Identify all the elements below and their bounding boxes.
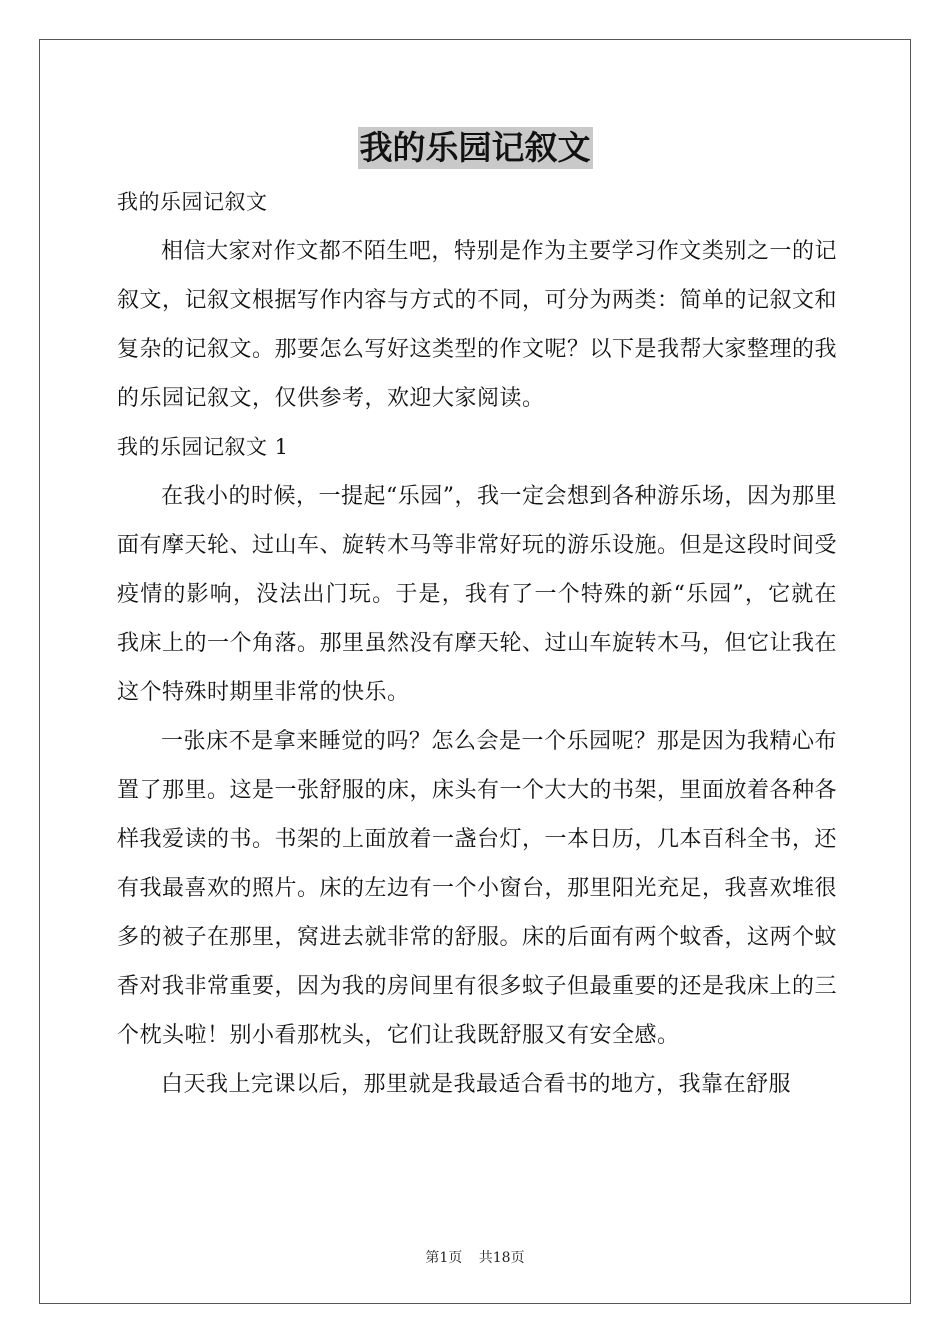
body-paragraph: 一张床不是拿来睡觉的吗？怎么会是一个乐园呢？那是因为我精心布置了那里。这是一张舒服的床，床头有一个大大的书架，里面放着各种各样我爱读的书。书架的上面放着一盏台灯，一本日历，几本百科全书，还有我最喜欢的照片。床的左边有一个小窗台，那里阳光充足，我喜欢堆很多的被子在那里，窝进去就非常的舒服。床的后面有两个蚊香，这两个蚊香对我非常重要，因为我的房间里有很多蚊子但最重要的还是我床上的三个枕头啦！别小看那枕头，它们让我既舒服又有安全感。 [117, 729, 838, 1048]
page-number-current: 第1页 [425, 1250, 463, 1266]
document-body [117, 178, 837, 1109]
subtitle-heading: 我的乐园记叙文 [117, 190, 268, 214]
intro-paragraph: 相信大家对作文都不陌生吧，特别是作为主要学习作文类别之一的记叙文，记叙文根据写作内容与方式的不同，可分为两类：简单的记叙文和复杂的记叙文。那要怎么写好这类型的作文呢？以下是我帮大家整理的我的乐园记叙文，仅供参考，欢迎大家阅读。 [117, 239, 838, 411]
body-paragraph: 在我小的时候，一提起“乐园”，我一定会想到各种游乐场，因为那里面有摩天轮、过山车、旋转木马等非常好玩的游乐设施。但是这段时间受疫情的影响，没法出门玩。于是，我有了一个特殊的新“乐园”，它就在我床上的一个角落。那里虽然没有摩天轮、过山车旋转木马，但它让我在这个特殊时期里非常的快乐。 [117, 484, 838, 705]
body-paragraph: 白天我上完课以后，那里就是我最适合看书的地方，我靠在舒服 [161, 1072, 792, 1097]
section-heading-1: 我的乐园记叙文 1 [117, 435, 289, 459]
page-number-total: 共18页 [478, 1250, 525, 1266]
page-footer [0, 1248, 950, 1268]
document-title: 我的乐园记叙文 [359, 128, 591, 167]
title-container [0, 127, 950, 169]
